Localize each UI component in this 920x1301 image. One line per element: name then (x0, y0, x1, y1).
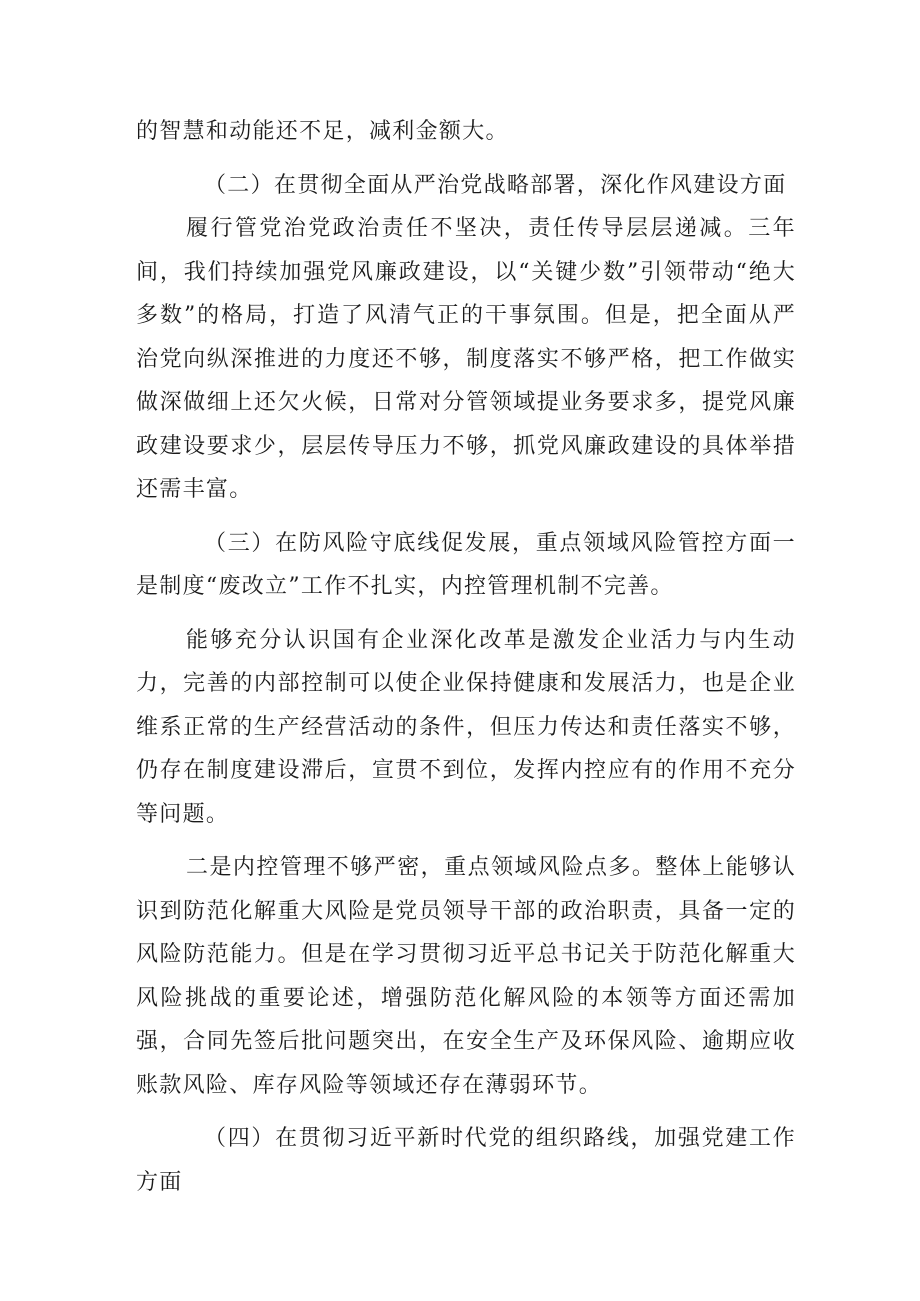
paragraph-continuation: 的智慧和动能还不足，减利金额大。 (136, 119, 509, 144)
paragraph-internal-control: 能够充分认识国有企业深化改革是激发企业活力与内生动力，完善的内部控制可以使企业保持健康和发展活力，也是企业维系正常的生产经营活动的条件，但压力传达和责任落实不够，仍存在制度建设滞后，宣贯不到位，发挥内控应有的作用不充分等问题。 (136, 627, 796, 827)
document-body (136, 110, 796, 1204)
paragraph-responsibility: 履行管党治党政治责任不坚决，责任传导层层递减。三年间，我们持续加强党风廉政建设，以“关键少数”引领带动“绝大多数”的格局，打造了风清气正的干事氛围。但是，把全面从严治党向纵深推进的力度还不够，制度落实不够严格，把工作做实做深做细上还欠火候，日常对分管领域提业务要求多，提党风廉政建设要求少，层层传导压力不够，抓党风廉政建设的具体举措还需丰富。 (136, 216, 796, 502)
section-heading-3: （三）在防风险守底线促发展，重点领域风险管控方面一是制度“废改立”工作不扎实，内控管理机制不完善。 (136, 530, 796, 599)
section-heading-2: （二）在贯彻全面从严治党战略部署，深化作风建设方面 (204, 172, 787, 198)
paragraph-risk-points: 二是内控管理不够严密，重点领域风险点多。整体上能够认识到防范化解重大风险是党员领导干部的政治职责，具备一定的风险防范能力。但是在学习贯彻习近平总书记关于防范化解重大风险挑战的重要论述，增强防范化解风险的本领等方面还需加强，合同先签后批问题突出，在安全生产及环保风险、逾期应收账款风险、库存风险等领域还存在薄弱环节。 (136, 855, 796, 1098)
section-heading-4: （四）在贯彻习近平新时代党的组织路线，加强党建工作方面 (136, 1126, 796, 1195)
